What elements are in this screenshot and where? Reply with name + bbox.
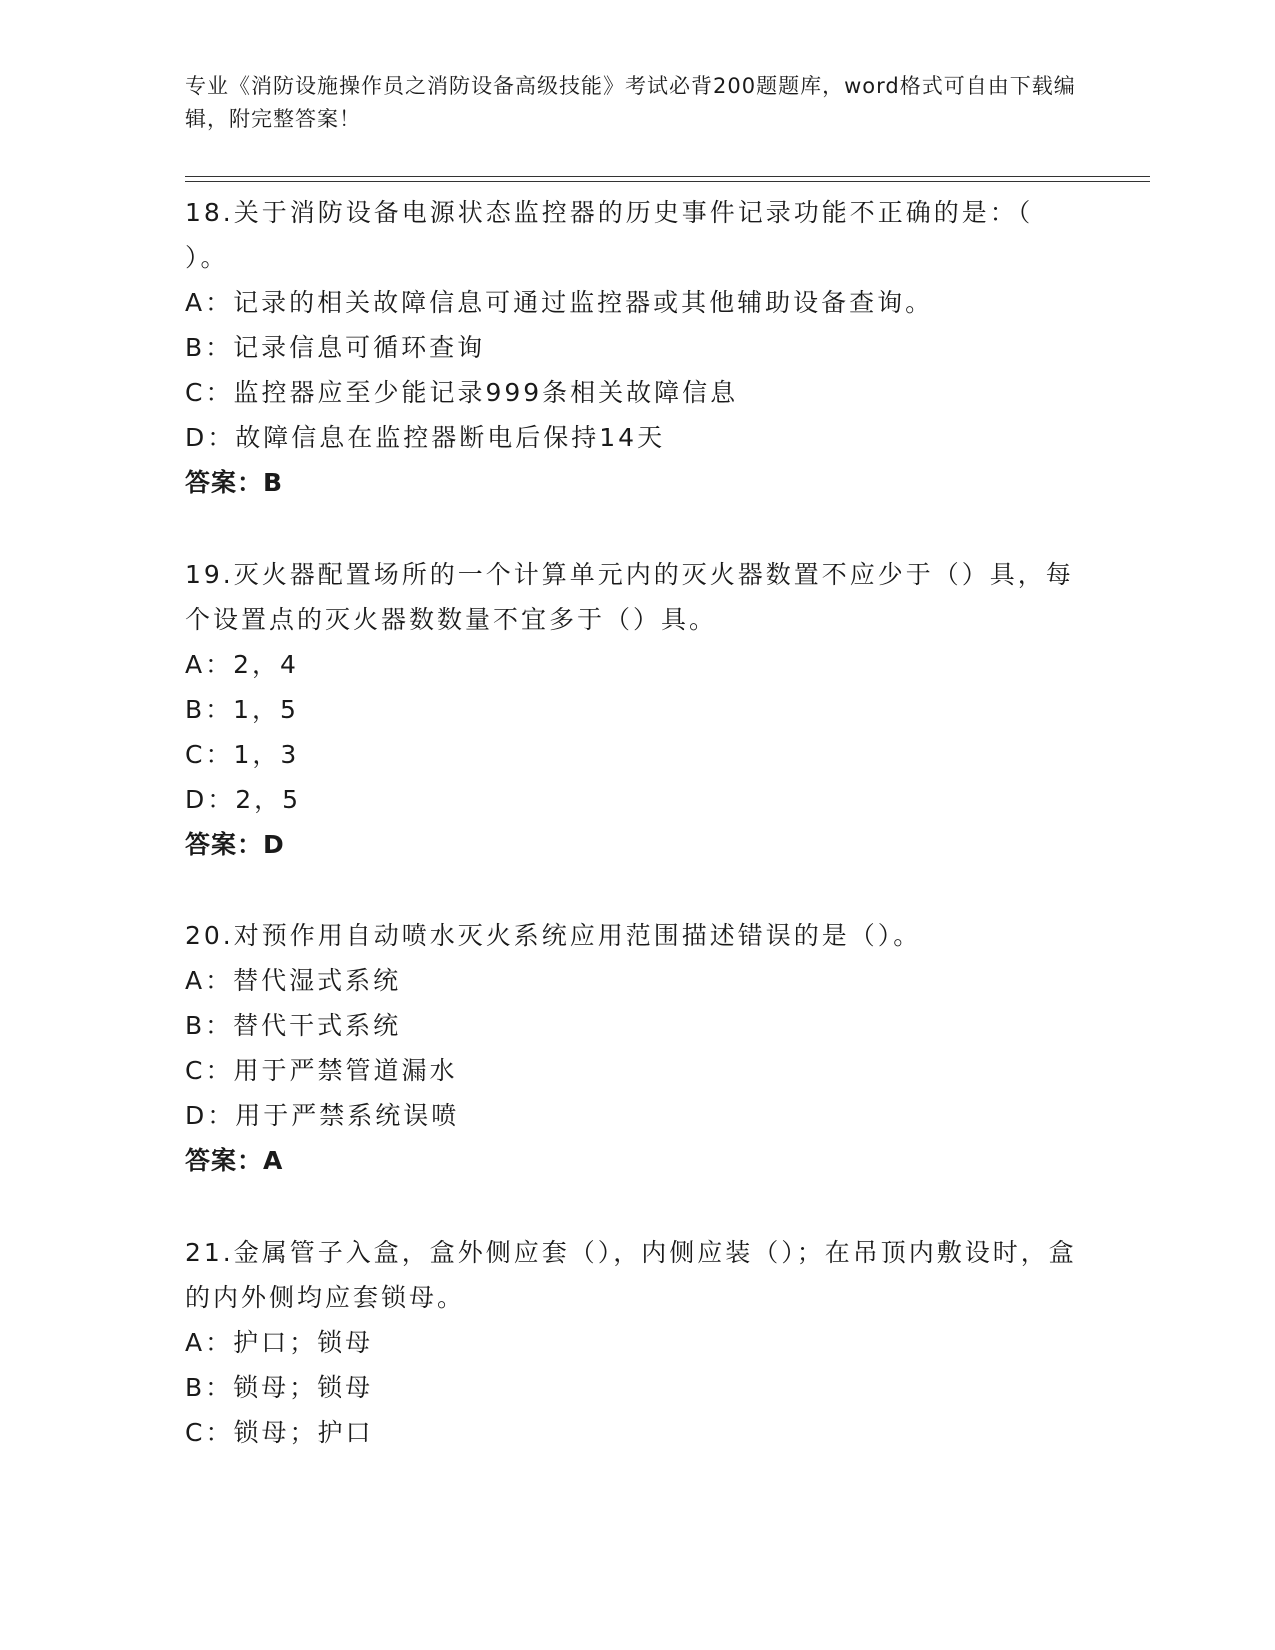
question-stem: 19.灭火器配置场所的一个计算单元内的灭火器数置不应少于（）具，每个设置点的灭火器数数量不宜多于（）具。 (185, 560, 1074, 634)
option-c: C：1，3 (185, 740, 300, 769)
header-divider-top (185, 176, 1150, 177)
option-c: C：锁母；护口 (185, 1418, 374, 1447)
question-21 (185, 1230, 1085, 1455)
document-header: 专业《消防设施操作员之消防设备高级技能》考试必背200题题库，word格式可自由下载编辑，附完整答案！ (185, 74, 1076, 131)
header-divider-bottom (185, 181, 1150, 182)
option-b: B：锁母；锁母 (185, 1373, 374, 1402)
option-a: A：替代湿式系统 (185, 966, 402, 995)
question-stem: 21.金属管子入盒，盒外侧应套（），内侧应装（）；在吊顶内敷设时，盒的内外侧均应套锁母。 (185, 1238, 1077, 1312)
option-b: B：记录信息可循环查询 (185, 333, 486, 362)
question-stem: 18.关于消防设备电源状态监控器的历史事件记录功能不正确的是：（ ）。 (185, 198, 1034, 272)
option-a: A：2，4 (185, 650, 299, 679)
option-d: D：2，5 (185, 785, 302, 814)
question-18 (185, 190, 1085, 505)
option-c: C：监控器应至少能记录999条相关故障信息 (185, 378, 739, 407)
option-b: B：替代干式系统 (185, 1011, 402, 1040)
option-d: D：故障信息在监控器断电后保持14天 (185, 423, 666, 452)
question-20 (185, 913, 1085, 1183)
option-a: A：记录的相关故障信息可通过监控器或其他辅助设备查询。 (185, 288, 934, 317)
option-d: D：用于严禁系统误喷 (185, 1101, 460, 1130)
option-b: B：1，5 (185, 695, 299, 724)
option-c: C：用于严禁管道漏水 (185, 1056, 458, 1085)
option-a: A：护口；锁母 (185, 1328, 374, 1357)
question-19 (185, 552, 1085, 867)
question-stem: 20.对预作用自动喷水灭火系统应用范围描述错误的是（）。 (185, 921, 922, 950)
answer: 答案：A (185, 1146, 284, 1175)
answer: 答案：D (185, 830, 285, 859)
answer: 答案：B (185, 468, 284, 497)
